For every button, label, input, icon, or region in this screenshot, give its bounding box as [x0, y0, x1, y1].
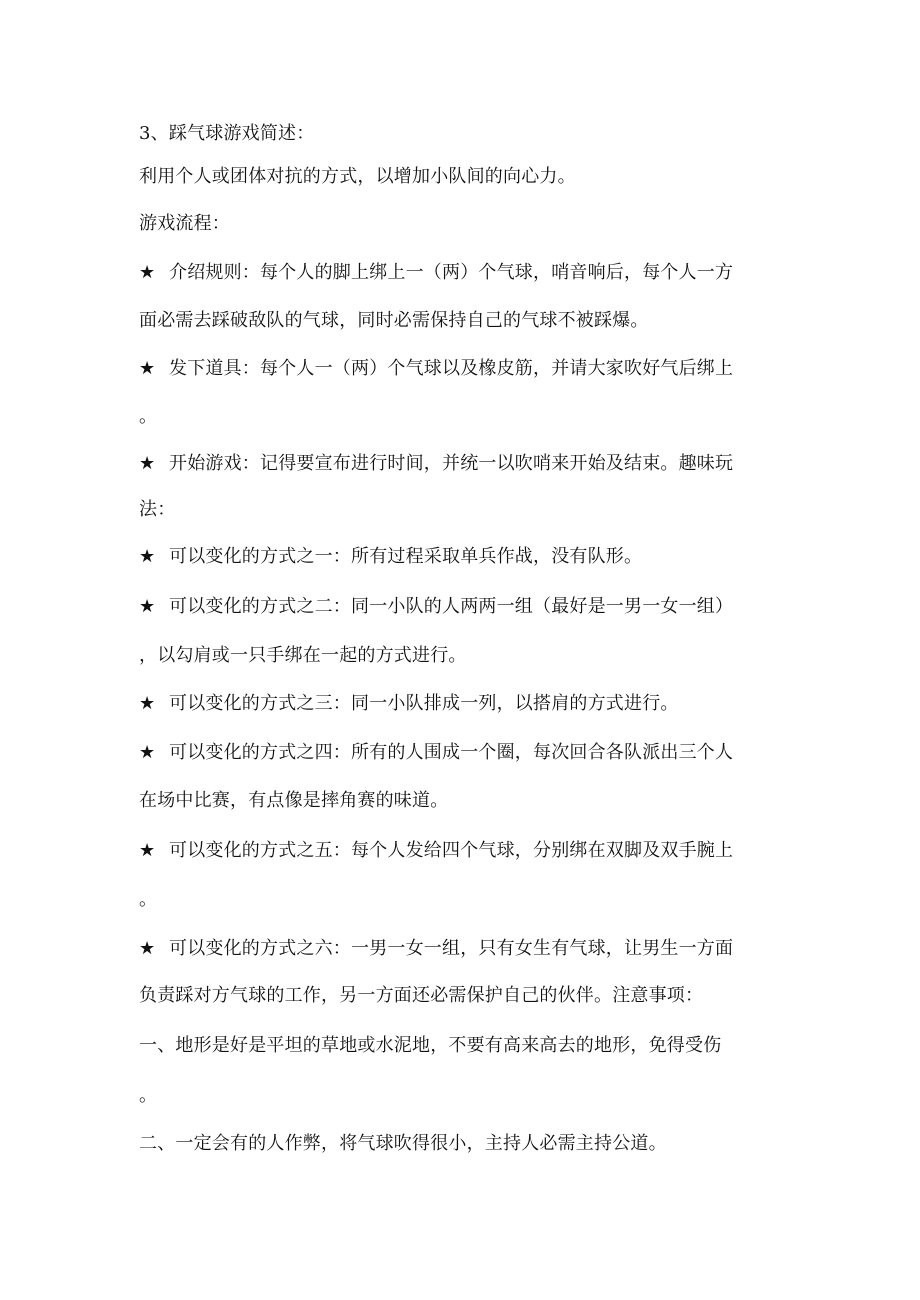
- list-item-continuation: 负责踩对方气球的工作，另一方面还必需保护自己的伙伴。注意事项：: [139, 985, 704, 1006]
- list-item-continuation: 法：: [139, 499, 176, 520]
- list-item: [139, 693, 679, 715]
- list-item: [139, 938, 733, 960]
- list-item: [139, 358, 733, 380]
- intro-text: 利用个人或团体对抗的方式，以增加小队间的向心力。: [139, 166, 576, 187]
- note-item: 一、地形是好是平坦的草地或水泥地，不要有高来高去的地形，免得受伤: [139, 1035, 722, 1056]
- list-item-continuation: 在场中比赛，有点像是摔角赛的味道。: [139, 790, 449, 811]
- list-item-continuation: ，以勾肩或一只手绑在一起的方式进行。: [139, 645, 467, 666]
- note-item: 二、一定会有的人作弊，将气球吹得很小，主持人必需主持公道。: [139, 1133, 667, 1154]
- star-icon: ★: [139, 546, 156, 567]
- flow-title: 游戏流程：: [139, 213, 230, 234]
- star-icon: ★: [139, 938, 156, 959]
- list-item-continuation: 面必需去踩破敌队的气球，同时必需保持自己的气球不被踩爆。: [139, 310, 649, 331]
- list-item-text: 发下道具：每个人一（两）个气球以及橡皮筋，并请大家吹好气后绑上: [169, 358, 734, 379]
- list-item-text: 可以变化的方式之一：所有过程采取单兵作战，没有队形。: [169, 546, 643, 567]
- list-item-text: 介绍规则：每个人的脚上绑上一（两）个气球，哨音响后，每个人一方: [169, 262, 734, 283]
- star-icon: ★: [139, 840, 156, 861]
- list-item-text: 可以变化的方式之二：同一小队的人两两一组（最好是一男一女一组）: [169, 596, 734, 617]
- star-icon: ★: [139, 693, 156, 714]
- list-item: [139, 596, 733, 618]
- star-icon: ★: [139, 453, 156, 474]
- list-item-text: 可以变化的方式之三：同一小队排成一列，以搭肩的方式进行。: [169, 693, 679, 714]
- star-icon: ★: [139, 742, 156, 763]
- section-heading: 3、踩气球游戏简述：: [139, 123, 315, 144]
- list-item: [139, 546, 642, 568]
- list-item-text: 可以变化的方式之六：一男一女一组，只有女生有气球，让男生一方面: [169, 938, 734, 959]
- list-item-continuation: 。: [139, 406, 158, 427]
- note-item-continuation: 。: [139, 1085, 158, 1106]
- list-item: [139, 453, 733, 475]
- star-icon: ★: [139, 262, 156, 283]
- list-item: [139, 262, 733, 284]
- list-item: [139, 742, 733, 764]
- star-icon: ★: [139, 358, 156, 379]
- star-icon: ★: [139, 596, 156, 617]
- list-item-continuation: 。: [139, 889, 158, 910]
- list-item: [139, 840, 733, 862]
- list-item-text: 开始游戏：记得要宣布进行时间，并统一以吹哨来开始及结束。趣味玩: [169, 453, 734, 474]
- list-item-text: 可以变化的方式之四：所有的人围成一个圈，每次回合各队派出三个人: [169, 742, 734, 763]
- list-item-text: 可以变化的方式之五：每个人发给四个气球，分别绑在双脚及双手腕上: [169, 840, 734, 861]
